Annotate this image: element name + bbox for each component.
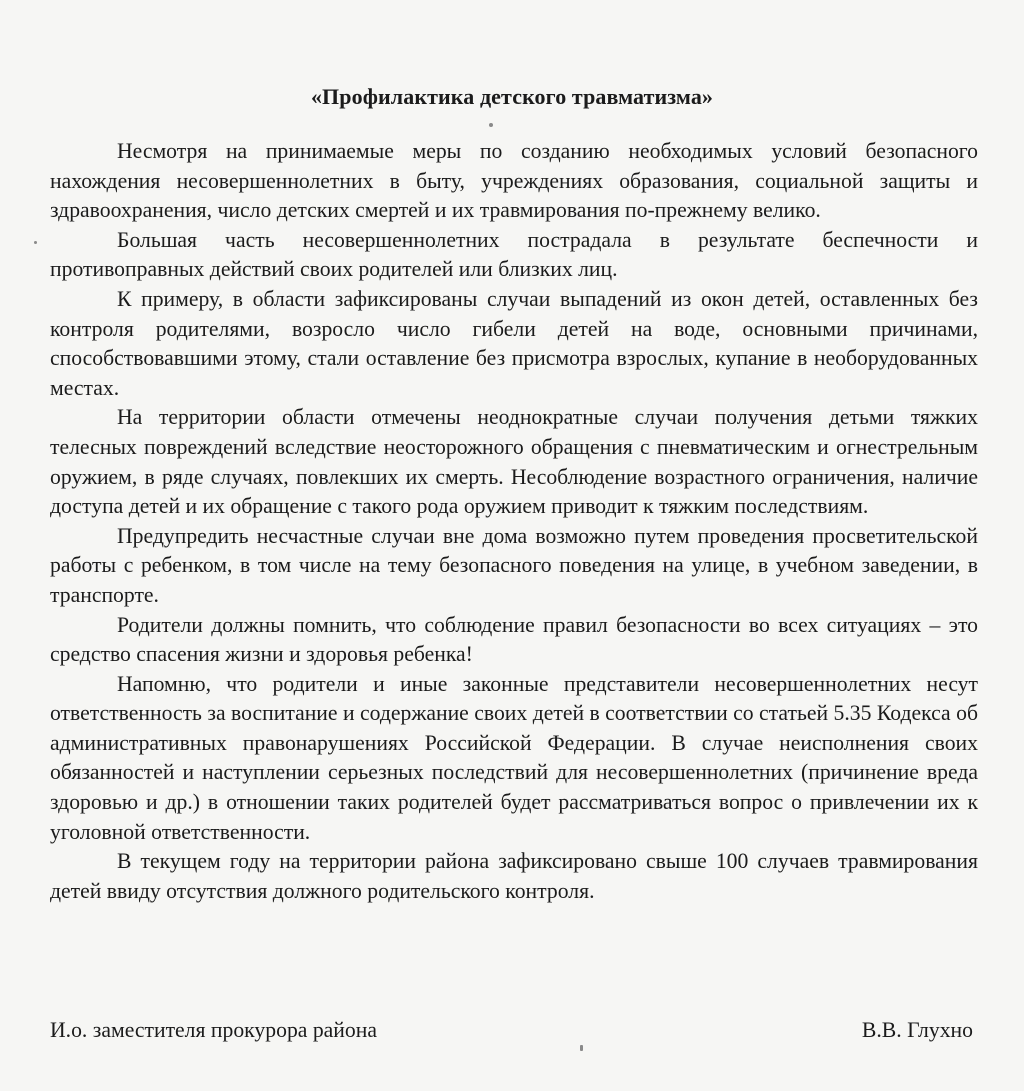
paragraph: Большая часть несовершеннолетних пострадала в результате беспечности и противоправных действий своих родителей или близких лиц. [50, 227, 978, 282]
scan-speck [34, 241, 37, 244]
paragraph: Несмотря на принимаемые меры по созданию необходимых условий безопасного нахождения несовершеннолетних в быту, учреждениях образования, социальной защиты и здравоохранения, число детских смертей и их травмирования по-прежнему велико. [50, 139, 978, 223]
paragraph: Предупредить несчастные случаи вне дома возможно путем проведения просветительской работы с ребенком, в том числе на тему безопасного поведения на улице, в учебном заведении, в транспорте. [50, 523, 978, 607]
paragraph: К примеру, в области зафиксированы случаи выпадений из окон детей, оставленных без контроля родителями, возросло число гибели детей на воде, основными причинами, способствовавшими этому, стали оставление без присмотра взрослых, купание в необорудованных местах. [50, 286, 978, 400]
signer-name: В.В. Глухно [861, 1018, 973, 1042]
document-title: «Профилактика детского травматизма» [310, 84, 714, 109]
document-body [50, 137, 978, 906]
paragraph: Родители должны помнить, что соблюдение правил безопасности во всех ситуациях – это средство спасения жизни и здоровья ребенка! [50, 612, 978, 667]
signer-position: И.о. заместителя прокурора района [50, 1018, 377, 1042]
paragraph: На территории области отмечены неоднократные случаи получения детьми тяжких телесных повреждений вследствие неосторожного обращения с пневматическим и огнестрельным оружием, в ряде случаях, повлекших их смерть. Несоблюдение возрастного ограничения, наличие доступа детей и их обращение с такого рода оружием приводит к тяжким последствиям. [50, 405, 978, 519]
paragraph: Напомню, что родители и иные законные представители несовершеннолетних несут ответственность за воспитание и содержание своих детей в соответствии со статьей 5.35 Кодекса об административных правонарушениях Российской Федерации. В случае неисполнения своих обязанностей и наступлении серьезных последствий для несовершеннолетних (причинение вреда здоровью и др.) в отношении таких родителей будет рассматриваться вопрос о привлечении их к уголовной ответственности. [50, 671, 978, 844]
paragraph: В текущем году на территории района зафиксировано свыше 100 случаев травмирования детей ввиду отсутствия должного родительского контроля. [50, 849, 978, 903]
signature-block [50, 1016, 973, 1044]
scan-speck [489, 123, 493, 127]
scan-speck [580, 1045, 583, 1051]
